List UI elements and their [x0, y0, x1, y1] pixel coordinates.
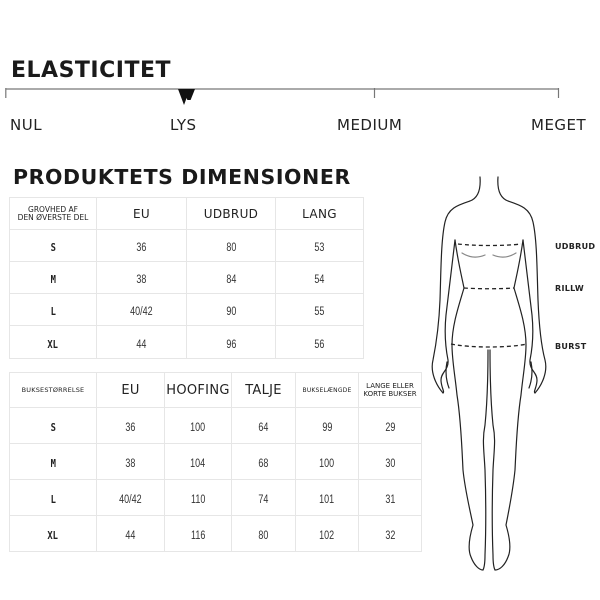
size-cell: L	[50, 493, 56, 506]
udbrud-cell: 90	[226, 306, 236, 318]
hoofing-cell: 116	[190, 530, 206, 542]
udbrud-cell: 80	[226, 242, 236, 254]
lange-korte-cell: 32	[385, 530, 395, 542]
lang-cell: 56	[314, 338, 325, 351]
bust-measure-line	[458, 244, 521, 246]
header-hoofing: HOOFING	[165, 373, 232, 408]
header-lang: LANG	[276, 198, 364, 230]
talje-cell: 68	[258, 458, 269, 470]
size-cell: XL	[47, 337, 59, 351]
figure-label-burst: BURST	[555, 342, 587, 351]
lang-cell: 54	[314, 274, 325, 286]
header-buksestorrelse: BUKSESTØRRELSE	[10, 373, 97, 408]
header-line: LANGE ELLER	[366, 382, 414, 390]
lang-cell: 55	[314, 306, 325, 318]
udbrud-cell: 96	[226, 338, 236, 351]
figure-label-rillw: RILLW	[555, 284, 585, 293]
size-cell: S	[50, 421, 56, 434]
talje-cell: 74	[258, 494, 269, 506]
size-cell: L	[50, 305, 56, 318]
header-line: KORTE BUKSER	[363, 390, 417, 398]
eu-cell: 38	[136, 274, 147, 286]
eu-cell: 36	[125, 422, 136, 434]
header-eu: EU	[97, 373, 165, 408]
header-eu: EU	[97, 198, 187, 230]
dimensions-title: PRODUKTETS DIMENSIONER	[13, 165, 351, 189]
udbrud-cell: 84	[226, 274, 236, 286]
hoofing-cell: 110	[190, 494, 206, 506]
bukselaengde-cell: 102	[319, 530, 335, 542]
level-medium: MEDIUM	[337, 116, 403, 134]
lange-korte-cell: 30	[385, 458, 395, 470]
header-talje: TALJE	[232, 373, 296, 408]
level-lys: LYS	[170, 116, 197, 134]
header-bukselaengde: BUKSELÆNGDE	[296, 373, 359, 408]
level-meget: MEGET	[531, 116, 587, 134]
eu-cell: 40/42	[119, 494, 142, 506]
bukselaengde-cell: 99	[322, 422, 332, 434]
header-line: GROVHED AF	[28, 204, 78, 214]
hip-measure-line	[451, 344, 527, 347]
hoofing-cell: 100	[190, 422, 206, 434]
size-cell: S	[50, 241, 56, 254]
waist-measure-line	[464, 288, 514, 289]
header-line: DEN ØVERSTE DEL	[17, 212, 89, 222]
figure-label-udbrud: UDBRUD	[555, 242, 596, 251]
lang-cell: 53	[314, 242, 325, 254]
hoofing-cell: 104	[190, 458, 206, 470]
eu-cell: 44	[125, 530, 136, 542]
talje-cell: 64	[258, 422, 269, 434]
size-cell: XL	[47, 529, 59, 542]
eu-cell: 40/42	[130, 306, 153, 318]
header-udbrud: UDBRUD	[187, 198, 276, 230]
eu-cell: 36	[136, 242, 147, 254]
size-cell: M	[50, 273, 56, 286]
lange-korte-cell: 29	[385, 422, 395, 434]
size-cell: M	[50, 457, 56, 470]
elasticity-title: ELASTICITET	[11, 58, 171, 83]
lange-korte-cell: 31	[385, 494, 395, 506]
bukselaengde-cell: 100	[319, 458, 335, 470]
bukselaengde-cell: 101	[319, 494, 335, 506]
talje-cell: 80	[258, 530, 269, 542]
eu-cell: 44	[136, 338, 147, 351]
eu-cell: 38	[125, 458, 136, 470]
level-nul: NUL	[10, 116, 43, 134]
